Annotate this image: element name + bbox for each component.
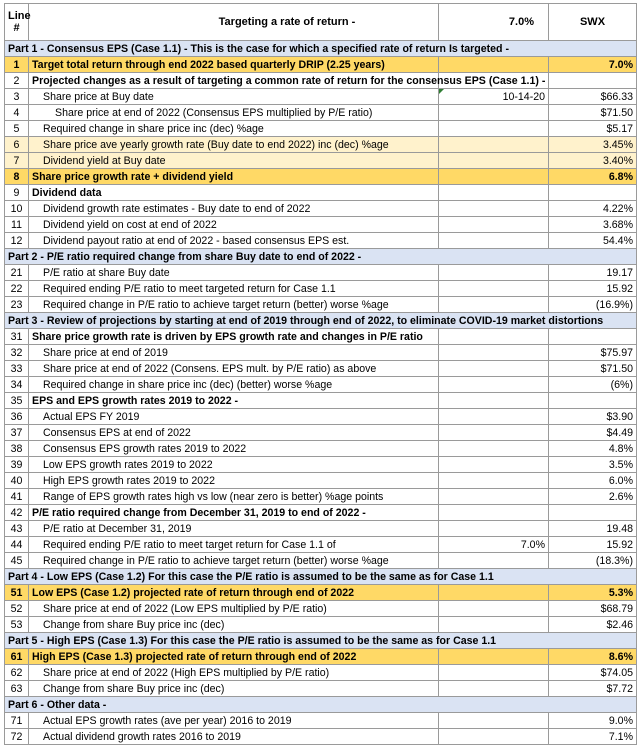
- table-row: [5, 489, 637, 505]
- value-cell: 54.4%: [549, 233, 637, 249]
- table-row: [5, 425, 637, 441]
- spreadsheet-table: [4, 3, 637, 745]
- target-rate-header: 7.0%: [439, 4, 549, 41]
- line-number-cell: 35: [5, 393, 29, 409]
- value-cell: $2.46: [549, 617, 637, 633]
- label-cell: Range of EPS growth rates high vs low (near zero is better) %age points: [29, 489, 439, 505]
- note-cell: [439, 377, 549, 393]
- label-cell: EPS and EPS growth rates 2019 to 2022 -: [29, 393, 439, 409]
- line-number-cell: 72: [5, 729, 29, 745]
- section-header-row: [5, 313, 637, 329]
- value-cell: 6.8%: [549, 169, 637, 185]
- sheet-title: Targeting a rate of return -: [29, 4, 439, 41]
- note-cell: [439, 121, 549, 137]
- value-cell: 3.45%: [549, 137, 637, 153]
- line-number-cell: 43: [5, 521, 29, 537]
- table-row: [5, 377, 637, 393]
- table-row: [5, 361, 637, 377]
- label-cell: Required ending P/E ratio to meet targeted return for Case 1.1: [29, 281, 439, 297]
- line-number-cell: 1: [5, 57, 29, 73]
- line-number-cell: 40: [5, 473, 29, 489]
- table-row: [5, 393, 637, 409]
- line-number-cell: 22: [5, 281, 29, 297]
- label-cell: Actual EPS FY 2019: [29, 409, 439, 425]
- value-cell: $5.17: [549, 121, 637, 137]
- label-cell: Share price ave yearly growth rate (Buy date to end 2022) inc (dec) %age: [29, 137, 439, 153]
- value-cell: [549, 73, 637, 89]
- note-cell: [439, 473, 549, 489]
- line-number-cell: 31: [5, 329, 29, 345]
- value-cell: $75.97: [549, 345, 637, 361]
- label-cell: Share price at end of 2022 (Consens. EPS mult. by P/E ratio) as above: [29, 361, 439, 377]
- table-row: [5, 73, 637, 89]
- label-cell: Required change in share price inc (dec) (better) worse %age: [29, 377, 439, 393]
- table-row: [5, 665, 637, 681]
- line-number-cell: 33: [5, 361, 29, 377]
- label-cell: Dividend yield on cost at end of 2022: [29, 217, 439, 233]
- value-cell: (6%): [549, 377, 637, 393]
- table-row: [5, 617, 637, 633]
- label-cell: Part 2 - P/E ratio required change from share Buy date to end of 2022 -: [5, 249, 637, 265]
- value-cell: $66.33: [549, 89, 637, 105]
- label-cell: Share price at end of 2022 (Low EPS multiplied by P/E ratio): [29, 601, 439, 617]
- note-cell: [439, 57, 549, 73]
- line-number-cell: 6: [5, 137, 29, 153]
- label-cell: Share price growth rate is driven by EPS growth rate and changes in P/E ratio: [29, 329, 439, 345]
- value-cell: 6.0%: [549, 473, 637, 489]
- value-cell: 2.6%: [549, 489, 637, 505]
- value-cell: [549, 185, 637, 201]
- table-row: [5, 601, 637, 617]
- table-row: [5, 409, 637, 425]
- label-cell: Target total return through end 2022 based quarterly DRIP (2.25 years): [29, 57, 439, 73]
- label-cell: Share price growth rate + dividend yield: [29, 169, 439, 185]
- table-row: [5, 217, 637, 233]
- line-number-cell: 8: [5, 169, 29, 185]
- note-cell: [439, 649, 549, 665]
- line-number-cell: 52: [5, 601, 29, 617]
- label-cell: P/E ratio required change from December 31, 2019 to end of 2022 -: [29, 505, 439, 521]
- label-cell: Part 3 - Review of projections by starting at end of 2019 through end of 2022, to eliminate COVID-19 market distortions: [5, 313, 637, 329]
- label-cell: Dividend yield at Buy date: [29, 153, 439, 169]
- table-row: [5, 521, 637, 537]
- value-cell: [549, 329, 637, 345]
- table-row: [5, 345, 637, 361]
- table-row: [5, 169, 637, 185]
- note-cell: [439, 713, 549, 729]
- value-cell: $71.50: [549, 361, 637, 377]
- value-cell: 9.0%: [549, 713, 637, 729]
- note-cell: [439, 137, 549, 153]
- table-row: [5, 553, 637, 569]
- table-row: [5, 457, 637, 473]
- table-row: [5, 729, 637, 745]
- line-number-cell: 44: [5, 537, 29, 553]
- note-cell: 7.0%: [439, 537, 549, 553]
- value-cell: 7.0%: [549, 57, 637, 73]
- label-cell: Dividend payout ratio at end of 2022 - based consensus EPS est.: [29, 233, 439, 249]
- note-cell: 10-14-20: [439, 89, 549, 105]
- table-row: [5, 153, 637, 169]
- section-header-row: [5, 41, 637, 57]
- line-number-cell: 42: [5, 505, 29, 521]
- label-cell: Part 6 - Other data -: [5, 697, 637, 713]
- label-cell: Required ending P/E ratio to meet target return for Case 1.1 of: [29, 537, 439, 553]
- table-row: [5, 473, 637, 489]
- value-cell: 4.8%: [549, 441, 637, 457]
- line-number-cell: 45: [5, 553, 29, 569]
- value-cell: (16.9%): [549, 297, 637, 313]
- value-cell: 5.3%: [549, 585, 637, 601]
- label-cell: Change from share Buy price inc (dec): [29, 681, 439, 697]
- line-number-cell: 32: [5, 345, 29, 361]
- header-row: [5, 4, 637, 41]
- value-cell: 3.40%: [549, 153, 637, 169]
- section-header-row: [5, 697, 637, 713]
- note-cell: [439, 425, 549, 441]
- line-number-cell: 41: [5, 489, 29, 505]
- line-number-cell: 36: [5, 409, 29, 425]
- table-row: [5, 265, 637, 281]
- table-row: [5, 649, 637, 665]
- table-row: [5, 585, 637, 601]
- note-cell: [439, 185, 549, 201]
- table-row: [5, 505, 637, 521]
- line-number-cell: 37: [5, 425, 29, 441]
- value-cell: 15.92: [549, 281, 637, 297]
- line-number-cell: 5: [5, 121, 29, 137]
- note-cell: [439, 489, 549, 505]
- line-number-cell: 34: [5, 377, 29, 393]
- label-cell: Part 1 - Consensus EPS (Case 1.1) - This is the case for which a specified rate of return Is targeted -: [5, 41, 637, 57]
- line-number-header: Line #: [5, 4, 29, 41]
- table-row: [5, 121, 637, 137]
- label-cell: Required change in P/E ratio to achieve target return (better) worse %age: [29, 297, 439, 313]
- section-header-row: [5, 633, 637, 649]
- value-cell: 7.1%: [549, 729, 637, 745]
- line-number-cell: 4: [5, 105, 29, 121]
- label-cell: Actual EPS growth rates (ave per year) 2016 to 2019: [29, 713, 439, 729]
- table-row: [5, 57, 637, 73]
- note-cell: [439, 233, 549, 249]
- note-cell: [439, 553, 549, 569]
- line-number-cell: 2: [5, 73, 29, 89]
- table-row: [5, 89, 637, 105]
- table-row: [5, 137, 637, 153]
- table-row: [5, 185, 637, 201]
- table-row: [5, 105, 637, 121]
- value-cell: 3.68%: [549, 217, 637, 233]
- value-cell: $3.90: [549, 409, 637, 425]
- label-cell: Dividend data: [29, 185, 439, 201]
- label-cell: Part 5 - High EPS (Case 1.3) For this case the P/E ratio is assumed to be the same as for Case 1.1: [5, 633, 637, 649]
- label-cell: Projected changes as a result of targeting a common rate of return for the consensus EPS (Case 1.1) -: [29, 73, 439, 89]
- label-cell: Share price at end of 2022 (Consensus EPS multiplied by P/E ratio): [29, 105, 439, 121]
- note-cell: [439, 281, 549, 297]
- line-number-cell: 53: [5, 617, 29, 633]
- label-cell: P/E ratio at share Buy date: [29, 265, 439, 281]
- table-row: [5, 441, 637, 457]
- label-cell: Required change in share price inc (dec) %age: [29, 121, 439, 137]
- note-cell: [439, 361, 549, 377]
- table-row: [5, 233, 637, 249]
- label-cell: Actual dividend growth rates 2016 to 2019: [29, 729, 439, 745]
- table-row: [5, 713, 637, 729]
- line-number-cell: 51: [5, 585, 29, 601]
- value-cell: $4.49: [549, 425, 637, 441]
- label-cell: Dividend growth rate estimates - Buy date to end of 2022: [29, 201, 439, 217]
- table-row: [5, 297, 637, 313]
- line-number-cell: 12: [5, 233, 29, 249]
- section-header-row: [5, 249, 637, 265]
- value-cell: 15.92: [549, 537, 637, 553]
- value-cell: 8.6%: [549, 649, 637, 665]
- note-cell: [439, 729, 549, 745]
- ticker-header: SWX: [549, 4, 637, 41]
- line-number-cell: 39: [5, 457, 29, 473]
- value-cell: 3.5%: [549, 457, 637, 473]
- line-number-cell: 62: [5, 665, 29, 681]
- note-cell: [439, 681, 549, 697]
- section-header-row: [5, 569, 637, 585]
- line-number-cell: 21: [5, 265, 29, 281]
- line-number-cell: 63: [5, 681, 29, 697]
- note-cell: [439, 217, 549, 233]
- note-cell: [439, 457, 549, 473]
- table-row: [5, 681, 637, 697]
- table-row: [5, 329, 637, 345]
- table-row: [5, 201, 637, 217]
- note-cell: [439, 585, 549, 601]
- line-number-cell: 10: [5, 201, 29, 217]
- label-cell: Part 4 - Low EPS (Case 1.2) For this case the P/E ratio is assumed to be the same as for Case 1.1: [5, 569, 637, 585]
- note-cell: [439, 441, 549, 457]
- label-cell: Share price at end of 2022 (High EPS multiplied by P/E ratio): [29, 665, 439, 681]
- label-cell: P/E ratio at December 31, 2019: [29, 521, 439, 537]
- note-cell: [439, 521, 549, 537]
- line-number-cell: 38: [5, 441, 29, 457]
- note-cell: [439, 105, 549, 121]
- note-cell: [439, 201, 549, 217]
- note-cell: [439, 505, 549, 521]
- line-number-cell: 71: [5, 713, 29, 729]
- value-cell: [549, 393, 637, 409]
- value-cell: $7.72: [549, 681, 637, 697]
- note-cell: [439, 601, 549, 617]
- note-cell: [439, 169, 549, 185]
- label-cell: Low EPS growth rates 2019 to 2022: [29, 457, 439, 473]
- line-number-cell: 61: [5, 649, 29, 665]
- table-row: [5, 537, 637, 553]
- value-cell: 19.17: [549, 265, 637, 281]
- line-number-cell: 7: [5, 153, 29, 169]
- label-cell: Required change in P/E ratio to achieve target return (better) worse %age: [29, 553, 439, 569]
- label-cell: Share price at end of 2019: [29, 345, 439, 361]
- value-cell: [549, 505, 637, 521]
- label-cell: Change from share Buy price inc (dec): [29, 617, 439, 633]
- label-cell: Low EPS (Case 1.2) projected rate of return through end of 2022: [29, 585, 439, 601]
- note-cell: [439, 297, 549, 313]
- note-cell: [439, 329, 549, 345]
- note-cell: [439, 345, 549, 361]
- label-cell: Share price at Buy date: [29, 89, 439, 105]
- label-cell: High EPS growth rates 2019 to 2022: [29, 473, 439, 489]
- value-cell: 19.48: [549, 521, 637, 537]
- label-cell: High EPS (Case 1.3) projected rate of return through end of 2022: [29, 649, 439, 665]
- value-cell: (18.3%): [549, 553, 637, 569]
- value-cell: $74.05: [549, 665, 637, 681]
- value-cell: 4.22%: [549, 201, 637, 217]
- value-cell: $68.79: [549, 601, 637, 617]
- note-cell: [439, 617, 549, 633]
- note-cell: [439, 153, 549, 169]
- line-number-cell: 9: [5, 185, 29, 201]
- line-number-cell: 23: [5, 297, 29, 313]
- label-cell: Consensus EPS at end of 2022: [29, 425, 439, 441]
- line-number-cell: 3: [5, 89, 29, 105]
- note-cell: [439, 409, 549, 425]
- table-row: [5, 281, 637, 297]
- note-cell: [439, 665, 549, 681]
- note-cell: [439, 265, 549, 281]
- label-cell: Consensus EPS growth rates 2019 to 2022: [29, 441, 439, 457]
- line-number-cell: 11: [5, 217, 29, 233]
- value-cell: $71.50: [549, 105, 637, 121]
- note-cell: [439, 393, 549, 409]
